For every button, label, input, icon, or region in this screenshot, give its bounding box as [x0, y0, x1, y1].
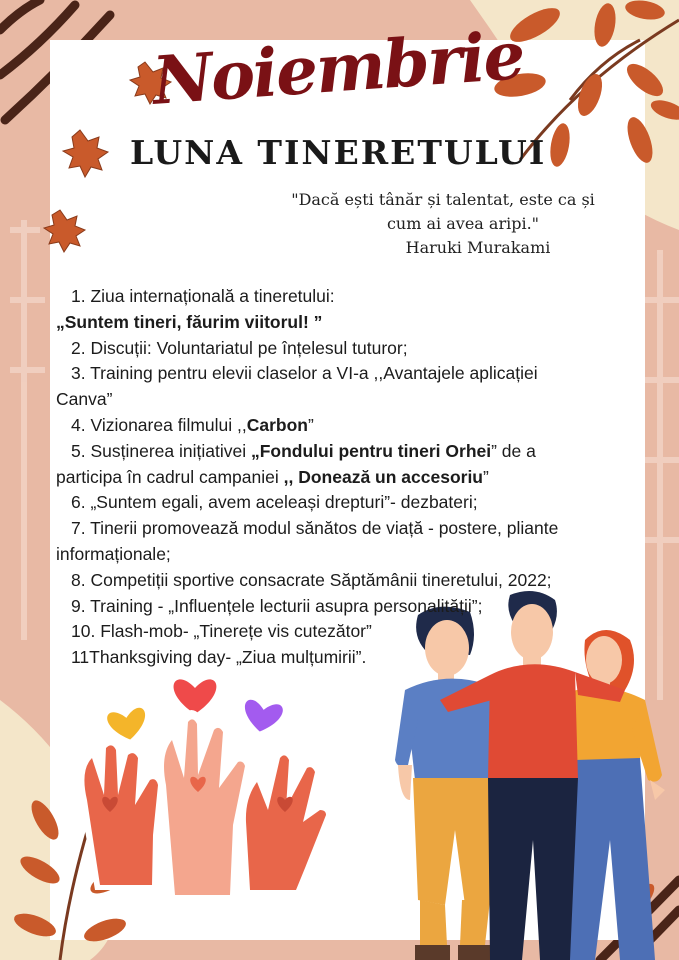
item-bold-text: „Fondului pentru tineri Orhei	[250, 440, 492, 461]
script-title: Noiembrie	[150, 16, 526, 120]
item-text: 7. Tinerii promovează modul sănătos de viață - postere, pliante	[71, 518, 559, 539]
list-item-continuation	[56, 542, 641, 568]
list-item	[56, 645, 641, 671]
list-item	[56, 439, 641, 465]
item-text: 4. Vizionarea filmului ,,	[71, 414, 247, 435]
list-item	[56, 619, 641, 645]
item-text: 3. Training pentru elevii claselor a VI-a ,,Avantajele aplicației	[71, 363, 538, 384]
quote-author: Haruki Murakami	[405, 238, 551, 257]
activities-list	[56, 284, 641, 671]
item-text: ” de a	[491, 440, 536, 461]
item-text: 8. Competiții sportive consacrate Săptămânii tineretului, 2022;	[71, 569, 552, 590]
item-text: ”	[308, 414, 314, 435]
item-text: participa în cadrul campaniei	[56, 466, 284, 487]
list-item	[56, 413, 641, 439]
list-item	[56, 516, 641, 542]
item-text: 6. „Suntem egali, avem aceleași drepturi”- dezbateri;	[71, 492, 478, 513]
list-item	[56, 336, 641, 362]
item-text: 2. Discuții: Voluntariatul pe înțelesul tuturor;	[71, 337, 408, 358]
item-text: Canva”	[56, 389, 113, 410]
quote-line-1: "Dacă ești tânăr și talentat, este ca și	[291, 190, 595, 209]
list-item-continuation	[56, 465, 641, 491]
list-item	[56, 284, 641, 310]
item-text: ”	[483, 466, 489, 487]
list-item	[56, 490, 641, 516]
item-bold-text: ,, Donează un accesoriu	[283, 466, 483, 487]
list-item	[56, 361, 641, 387]
list-item	[56, 568, 641, 594]
item-text: 9. Training - „Influențele lecturii asupra personalității”;	[71, 595, 483, 616]
list-item	[56, 594, 641, 620]
list-item-continuation	[56, 310, 641, 336]
item-text: 11Thanksgiving day- „Ziua mulțumirii”.	[71, 647, 367, 668]
quote-block	[258, 188, 628, 260]
item-text: informaționale;	[56, 543, 171, 564]
item-text: 5. Susținerea inițiativei	[71, 440, 251, 461]
item-text: 10. Flash-mob- „Tinerețe vis cutezător”	[71, 621, 372, 642]
quote-line-2: cum ai avea aripi."	[386, 214, 540, 233]
item-text: 1. Ziua internațională a tineretului:	[71, 286, 335, 306]
item-bold-text: Carbon	[246, 414, 308, 435]
item-bold-text: „Suntem tineri, făurim viitorul! ”	[56, 311, 323, 332]
list-item-continuation	[56, 387, 641, 413]
page-title: LUNA TINERETULUI	[130, 133, 547, 172]
